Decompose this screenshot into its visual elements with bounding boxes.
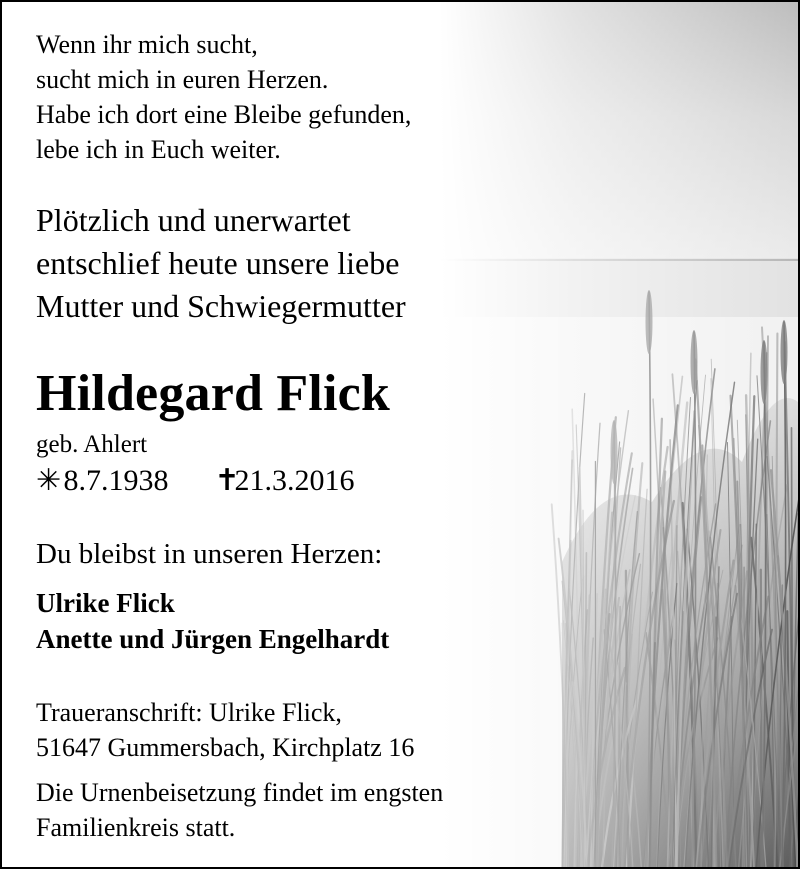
intro-line: entschlief heute unsere liebe	[36, 245, 400, 281]
poem-line: Habe ich dort eine Bleibe gefunden,	[36, 100, 412, 129]
address-line: Traueranschrift: Ulrike Flick,	[36, 698, 342, 727]
death-date: 21.3.2016	[234, 464, 355, 497]
address-line: 51647 Gummersbach, Kirchplatz 16	[36, 733, 415, 762]
funeral-info-line: Die Urnenbeisetzung findet im engsten	[36, 778, 444, 807]
intro-line: Plötzlich und unerwartet	[36, 202, 351, 238]
poem-line: sucht mich in euren Herzen.	[36, 65, 329, 94]
birth-date: 8.7.1938	[63, 464, 169, 497]
mourners-intro: Du bleibst in unseren Herzen:	[36, 538, 383, 570]
poem-line: Wenn ihr mich sucht,	[36, 30, 258, 59]
life-dates	[36, 466, 355, 496]
death-cross-icon: ✝	[214, 464, 240, 497]
family-member: Anette und Jürgen Engelhardt	[36, 624, 390, 654]
notice-text	[2, 2, 798, 867]
intro-line: Mutter und Schwiegermutter	[36, 288, 406, 324]
deceased-name: Hildegard Flick	[36, 365, 390, 422]
family-member: Ulrike Flick	[36, 588, 175, 618]
birth-star-icon: ✳	[36, 464, 62, 497]
maiden-name: geb. Ahlert	[36, 431, 148, 458]
funeral-info-line: Familienkreis statt.	[36, 813, 236, 842]
poem-line: lebe ich in Euch weiter.	[36, 135, 281, 164]
